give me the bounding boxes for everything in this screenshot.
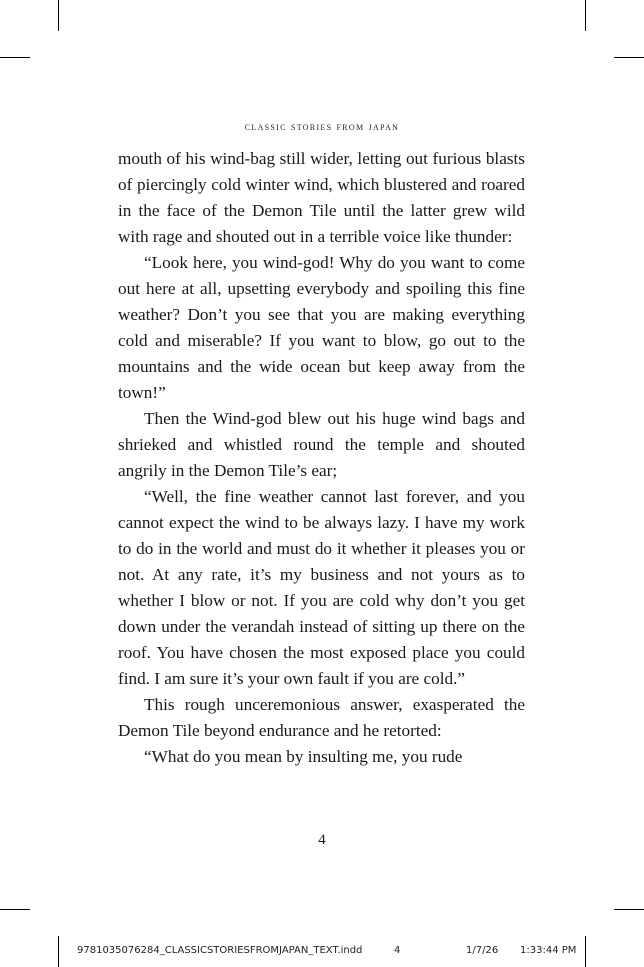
paragraph: “Look here, you wind-god! Why do you want to come out here at all, upsetting everybody and spoiling this fine weather? Don’t you see that you are making everything cold and miserable? If you want to blow, go out to the mountains and the wide ocean but keep away from the town!” <box>118 253 525 402</box>
slug-file-name: 9781035076284_CLASSICSTORIESFROMJAPAN_TEXT.indd <box>77 945 363 956</box>
paragraph: This rough unceremonious answer, exasperated the Demon Tile beyond endurance and he retorted: <box>118 695 525 740</box>
crop-mark-right-bottom <box>614 909 644 910</box>
slug-date: 1/7/26 <box>466 945 499 956</box>
crop-mark-bottom-left <box>58 936 59 967</box>
paragraph: Then the Wind-god blew out his huge wind bags and shrieked and whistled round the temple and shouted angrily in the Demon Tile’s ear; <box>118 409 525 480</box>
paragraph: “Well, the fine weather cannot last forever, and you cannot expect the wind to be always lazy. I have my work to do in the world and must do it whether it pleases you or not. At any rate, it’s my business and not yours as to whether I blow or not. If you are cold why don’t you get down under the verandah instead of sitting up there on the roof. You have chosen the most exposed place you could find. I am sure it’s your own fault if you are cold.” <box>118 487 525 688</box>
crop-mark-top-left <box>58 0 59 31</box>
paragraph: “What do you mean by insulting me, you rude <box>144 747 463 766</box>
body-text <box>118 146 525 770</box>
crop-mark-left-top <box>0 57 30 58</box>
crop-mark-bottom-right <box>585 936 586 967</box>
crop-mark-top-right <box>585 0 586 31</box>
slug-time: 1:33:44 PM <box>520 945 577 956</box>
running-head: classic stories from japan <box>244 121 400 133</box>
page-number: 4 <box>318 832 326 848</box>
slug-page: 4 <box>394 945 401 956</box>
crop-mark-right-top <box>614 57 644 58</box>
paragraph: mouth of his wind-bag still wider, letting out furious blasts of piercingly cold winter wind, which blustered and roared in the face of the Demon Tile until the latter grew wild with rage and shouted out in a terrible voice like thunder: <box>118 149 525 246</box>
crop-mark-left-bottom <box>0 909 30 910</box>
